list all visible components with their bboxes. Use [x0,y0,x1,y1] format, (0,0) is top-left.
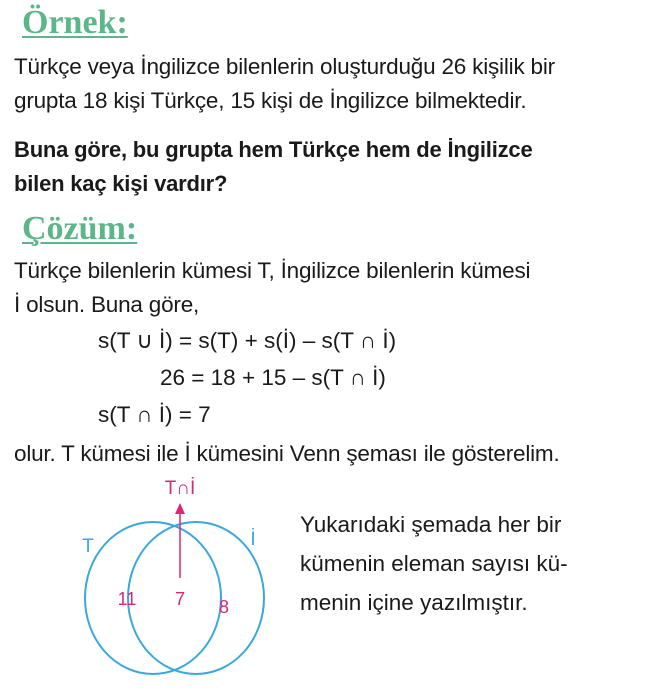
solution-heading: Çözüm: [22,210,138,247]
side-note [300,505,650,622]
solution-intro [14,254,654,322]
example-line-1: Türkçe veya İngilizce bilenlerin oluşturduğu 26 kişilik bir [14,54,555,79]
set-i-circle [128,522,264,674]
set-t-circle [85,522,221,674]
solution-conclusion: olur. T kümesi ile İ kümesini Venn şeması ile gösterelim. [14,441,560,466]
side-note-line-3: menin içine yazılmıştır. [300,590,528,615]
side-note-line-1: Yukarıdaki şemada her bir [300,512,562,537]
set-t-label: T [82,536,94,557]
set-i-label: İ [250,529,256,550]
only-i-count: 8 [218,597,230,617]
question-line-1: Buna göre, bu grupta hem Türkçe hem de İngilizce [14,137,533,162]
example-line-2: grupta 18 kişi Türkçe, 15 kişi de İngilizce bilmektedir. [14,88,527,113]
intersection-arrow-head-icon [175,503,185,514]
solution-intro-line-2: İ olsun. Buna göre, [14,292,200,317]
intersection-label: T∩İ [164,478,196,499]
intersection-count: 7 [174,589,186,609]
example-heading: Örnek: [22,4,128,41]
equation-result: s(T ∩ İ) = 7 [98,402,211,427]
side-note-line-2: kümenin eleman sayısı kü- [300,551,568,576]
venn-diagram [70,470,285,680]
example-question [14,133,654,201]
only-t-count: 11 [117,589,137,609]
equation-substitution: 26 = 18 + 15 – s(T ∩ İ) [160,365,386,390]
equation-union: s(T ∪ İ) = s(T) + s(İ) – s(T ∩ İ) [98,328,397,353]
example-text [14,50,654,118]
question-line-2: bilen kaç kişi vardır? [14,171,228,196]
solution-intro-line-1: Türkçe bilenlerin kümesi T, İngilizce bilenlerin kümesi [14,258,531,283]
